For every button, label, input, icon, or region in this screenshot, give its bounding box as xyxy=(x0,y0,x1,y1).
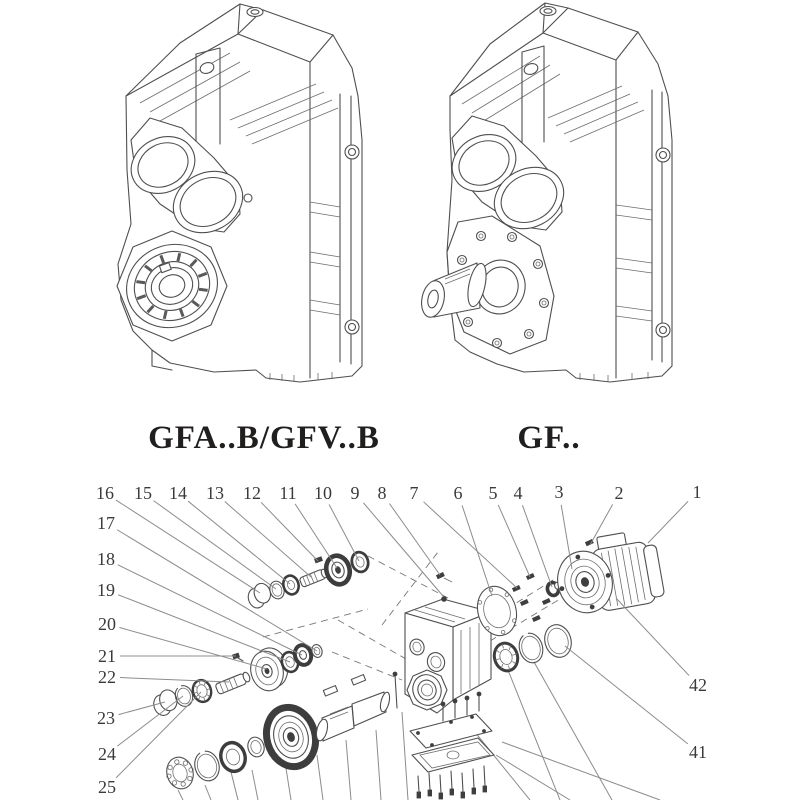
part-number: 2 xyxy=(614,483,624,503)
part-number: 17 xyxy=(97,513,115,533)
leader-line xyxy=(648,501,688,543)
part-number: 6 xyxy=(453,483,463,503)
part-number: 23 xyxy=(97,708,115,728)
intermediate-pinion-shaft xyxy=(215,671,252,694)
leader-line xyxy=(616,598,689,676)
part-number: 20 xyxy=(98,614,116,634)
part-number: 41 xyxy=(689,742,707,762)
leader-line xyxy=(498,505,530,577)
leader-line xyxy=(462,505,492,596)
part-number: 15 xyxy=(134,483,152,503)
part-number: 9 xyxy=(350,483,360,503)
leader-line xyxy=(390,504,440,575)
part-number: 24 xyxy=(98,744,116,764)
large-snap-ring xyxy=(191,748,222,783)
breather-plug xyxy=(540,7,556,16)
leader-line xyxy=(522,505,552,587)
part-number: 4 xyxy=(513,483,523,503)
center-column xyxy=(522,46,544,148)
roller-bearing xyxy=(190,678,213,704)
helical-gear-small xyxy=(323,553,353,587)
part-callout-4 xyxy=(514,483,553,587)
base-teeth xyxy=(270,372,332,382)
part-number: 10 xyxy=(314,483,332,503)
part-number: 1 xyxy=(692,482,702,502)
part-number: 8 xyxy=(377,483,387,503)
mounting-rail-right-unit xyxy=(616,90,670,362)
part-number: 16 xyxy=(96,483,114,503)
housing-top-bolt xyxy=(442,597,447,602)
ball-bearing xyxy=(162,754,197,792)
part-callout-14 xyxy=(169,483,290,584)
base-teeth xyxy=(580,372,648,382)
leader-line xyxy=(154,501,276,589)
part-callout-1 xyxy=(648,482,702,543)
leader-line xyxy=(565,646,688,744)
part-number: 13 xyxy=(206,483,224,503)
part-number: 5 xyxy=(488,483,498,503)
part-number: 14 xyxy=(169,483,187,503)
part-number: 12 xyxy=(243,483,261,503)
flange-bolts xyxy=(512,574,550,622)
leader-line xyxy=(261,502,318,561)
part-callout-6 xyxy=(454,483,493,596)
bearing xyxy=(350,550,371,574)
leader-line xyxy=(120,628,267,669)
leader-line xyxy=(118,595,290,662)
part-callout-41 xyxy=(565,646,707,762)
long-bolt xyxy=(393,672,397,708)
part-callout-18 xyxy=(97,549,302,655)
output-bearing xyxy=(115,231,229,341)
key xyxy=(351,675,365,685)
leader-line xyxy=(118,565,302,655)
part-number: 42 xyxy=(689,675,707,695)
part-number: 7 xyxy=(409,483,419,503)
output-shaft xyxy=(314,691,391,742)
part-number: 3 xyxy=(554,482,564,502)
leader-line xyxy=(120,678,229,682)
part-callout-9 xyxy=(351,483,444,596)
gearbox-right-illustration xyxy=(418,3,672,382)
part-number: 18 xyxy=(97,549,115,569)
part-number: 21 xyxy=(98,646,116,666)
part-callout-7 xyxy=(410,483,518,588)
part-callout-5 xyxy=(489,483,531,577)
breather-plug xyxy=(247,8,263,17)
key xyxy=(323,686,337,696)
model-label-right: GF.. xyxy=(517,420,581,456)
part-number: 22 xyxy=(98,667,116,687)
leader-line xyxy=(329,504,359,561)
lifting-hole xyxy=(523,62,540,77)
gearbox-left-illustration xyxy=(115,4,362,382)
output-gear xyxy=(260,702,323,773)
leader-line xyxy=(117,696,183,746)
part-number: 19 xyxy=(97,580,115,600)
bearing xyxy=(491,640,521,673)
part-callout-42 xyxy=(616,598,707,695)
part-callout-3 xyxy=(555,482,573,569)
mounting-rail-left-unit xyxy=(310,94,359,364)
oil-seal xyxy=(217,740,248,774)
retaining-ring xyxy=(541,622,575,661)
part-callouts xyxy=(96,482,707,797)
part-number: 25 xyxy=(98,777,116,797)
model-label-left: GFA..B/GFV..B xyxy=(148,420,380,456)
shaft-key xyxy=(314,557,322,563)
leader-line xyxy=(363,503,443,596)
part-number: 11 xyxy=(279,483,297,503)
circlip xyxy=(516,630,546,665)
exploded-view xyxy=(151,528,666,800)
part-callout-21 xyxy=(98,646,236,666)
